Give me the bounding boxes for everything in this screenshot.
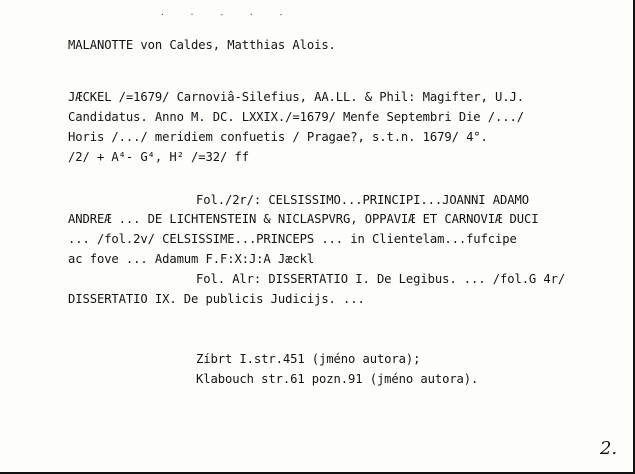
description-line-2: ANDREÆ ... DE LICHTENSTEIN & NICLASPVRG, OPPAVIÆ ET CARNOVIÆ DUCI — [68, 212, 539, 226]
description-line-1: Fol./2r/: CELSISSIMO...PRINCIPI...JOANNI ADAMO — [196, 193, 529, 207]
entry-line-3: Horis /.../ meridiem confuetis / Pragae?, s.t.n. 1679/ 4°. — [68, 130, 488, 144]
description-line-4: ac fove ... Adamum F.F:X:J:A Jæckl — [68, 252, 315, 266]
page-number: 2. — [600, 438, 617, 459]
description-line-6: DISSERTATIO IX. De publicis Judicijs. ... — [68, 292, 365, 306]
scan-specks: · · - · - — [160, 10, 294, 19]
description-line-3: ... /fol.2v/ CELSISSIME...PRINCEPS ... in Clientelam...fufcipe — [68, 232, 517, 246]
entry-line-1: JÆCKEL /=1679/ Carnoviâ-Silefius, AA.LL. & Phil: Magifter, U.J. — [68, 90, 524, 104]
reference-line-2: Klabouch str.61 pozn.91 (jméno autora). — [196, 372, 479, 386]
header-line: MALANOTTE von Caldes, Matthias Alois. — [68, 38, 336, 52]
entry-line-4: /2/ + A⁴- G⁴, H² /=32/ ff — [68, 150, 249, 164]
description-line-5: Fol. Alr: DISSERTATIO I. De Legibus. ... /fol.G 4r/ — [196, 272, 566, 286]
entry-line-2: Candidatus. Anno M. DC. LXXIX./=1679/ Menfe Septembri Die /.../ — [68, 110, 524, 124]
reference-line-1: Zíbrt I.str.451 (jméno autora); — [196, 352, 421, 366]
